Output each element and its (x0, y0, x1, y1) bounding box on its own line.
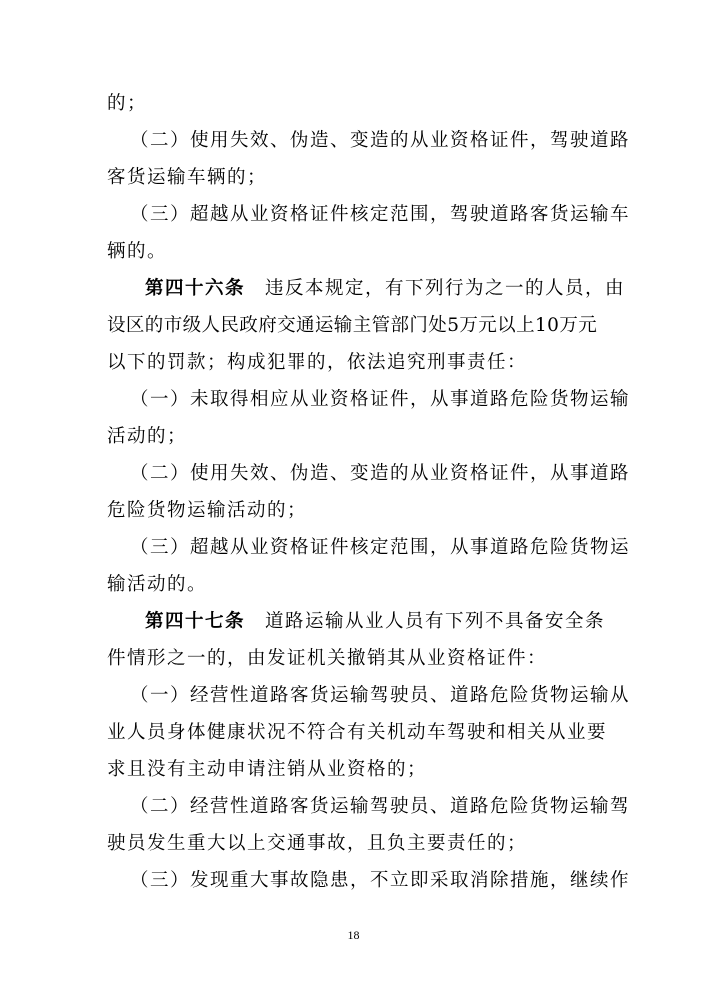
page-number: 18 (347, 928, 360, 942)
article-47-line (145, 610, 605, 634)
text-line: 输活动的。 (107, 574, 208, 595)
article-46-line (145, 277, 625, 301)
text-line: （三）超越从业资格证件核定范围，驾驶道路客货运输车 (130, 204, 631, 225)
article-47-title: 第四十七条 (145, 611, 246, 632)
text-line: （二）经营性道路客货运输驾驶员、道路危险货物运输驾 (130, 796, 631, 817)
text-line: 件情形之一的，由发证机关撤销其从业资格证件： (107, 648, 548, 669)
text-line: 道路运输从业人员有下列不具备安全条 (265, 611, 606, 632)
text-line: 驶员发生重大以上交通事故，且负主要责任的； (107, 833, 528, 854)
text-line: 违反本规定，有下列行为之一的人员，由 (265, 278, 626, 299)
text-line: （三）发现重大事故隐患，不立即采取消除措施，继续作 (130, 870, 631, 891)
text-line: （二）使用失效、伪造、变造的从业资格证件，驾驶道路 (130, 130, 631, 151)
text-line: 求且没有主动申请注销从业资格的； (107, 759, 428, 780)
text-line: （一）未取得相应从业资格证件，从事道路危险货物运输 (130, 389, 631, 410)
text-line: （一）经营性道路客货运输驾驶员、道路危险货物运输从 (130, 685, 631, 706)
text-line: 危险货物运输活动的； (107, 500, 308, 521)
text-line: （三）超越从业资格证件核定范围，从事道路危险货物运 (130, 537, 631, 558)
text-line: 辆的。 (107, 241, 168, 262)
text-line: （二）使用失效、伪造、变造的从业资格证件，从事道路 (130, 463, 631, 484)
text-line: 以下的罚款；构成犯罪的，依法追究刑事责任： (107, 352, 528, 373)
text-line: 活动的； (107, 426, 188, 447)
text-line: 业人员身体健康状况不符合有关机动车驾驶和相关从业要 (107, 722, 608, 743)
text-line: 客货运输车辆的； (107, 167, 268, 188)
text-line: 设区的市级人民政府交通运输主管部门处5万元以上10万元 (107, 315, 598, 336)
article-46-title: 第四十六条 (145, 278, 246, 299)
text-line: 的； (107, 93, 148, 114)
